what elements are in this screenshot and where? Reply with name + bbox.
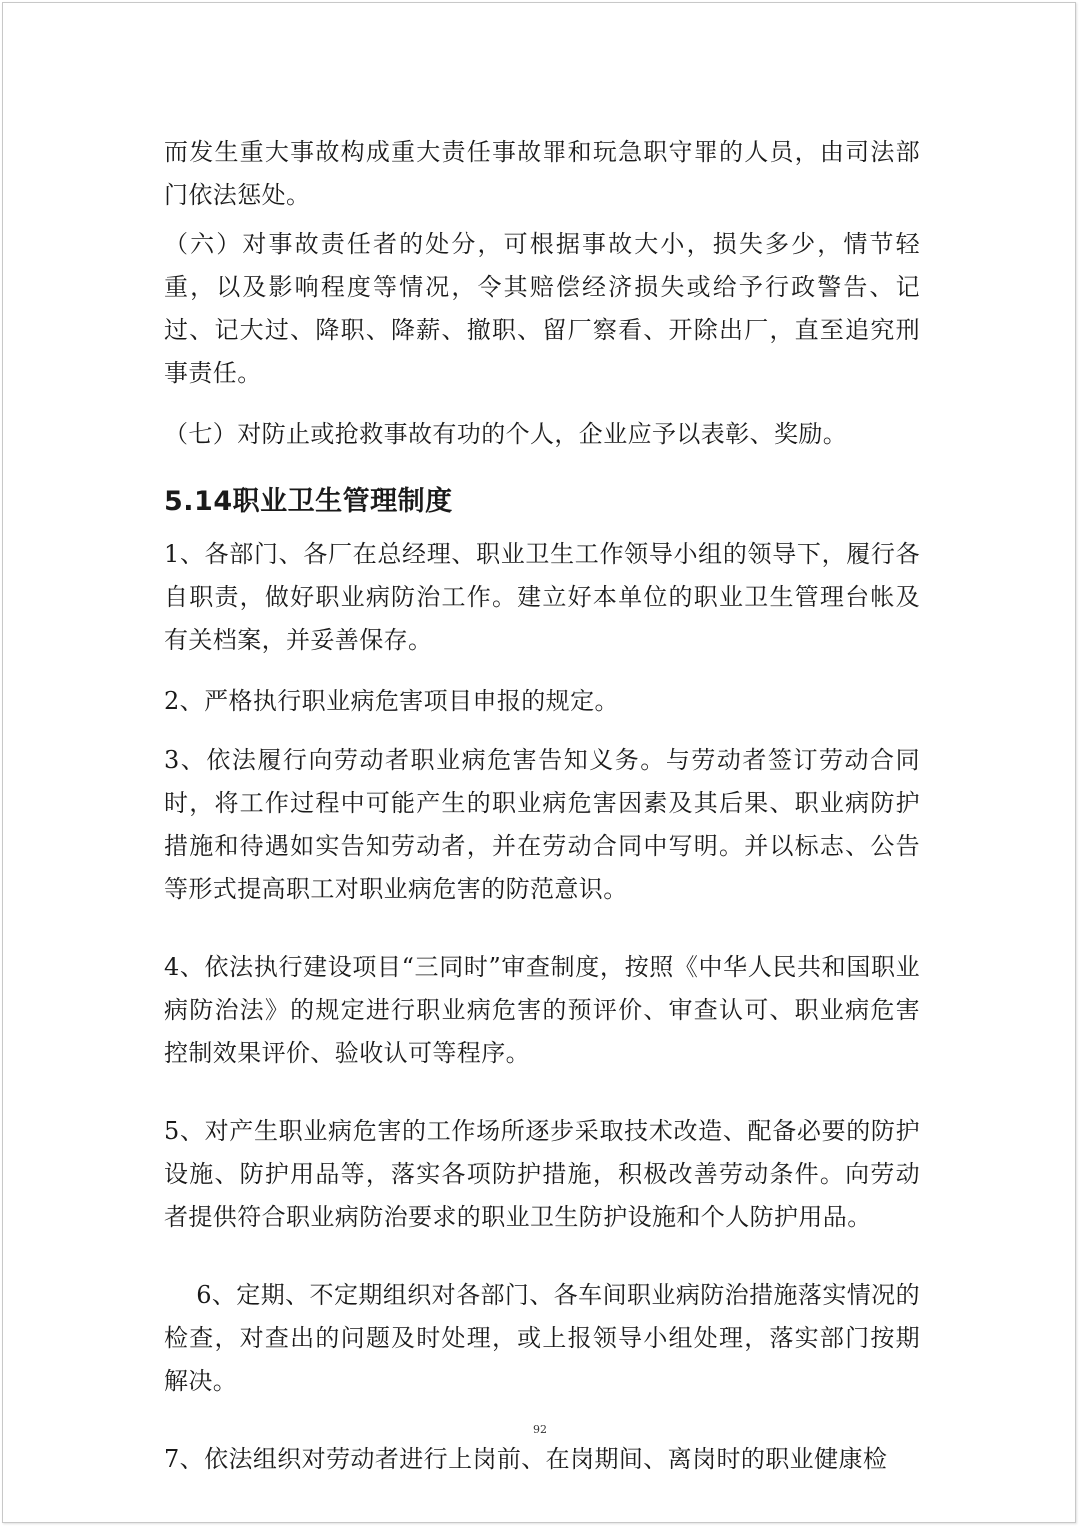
paragraph-rule-4: 4、依法执行建设项目“三同时”审查制度，按照《中华人民共和国职业病防治法》的规定进行职业病危害的预评价、审查认可、职业病危害控制效果评价、验收认可等程序。 bbox=[164, 953, 920, 1067]
paragraph-rule-6: 6、定期、不定期组织对各部门、各车间职业病防治措施落实情况的检查，对查出的问题及时处理，或上报领导小组处理，落实部门按期解决。 bbox=[164, 1281, 920, 1395]
paragraph-rule-2: 2、严格执行职业病危害项目申报的规定。 bbox=[164, 687, 619, 715]
paragraph-item-6: （六）对事故责任者的处分，可根据事故大小，损失多少，情节轻重，以及影响程度等情况，令其赔偿经济损失或给予行政警告、记过、记大过、降职、降薪、撤职、留厂察看、开除出厂，直至追究刑事责任。 bbox=[164, 230, 920, 387]
section-heading: 5.14职业卫生管理制度 bbox=[164, 486, 453, 517]
paragraph-continuation: 而发生重大事故构成重大责任事故罪和玩急职守罪的人员，由司法部门依法惩处。 bbox=[164, 138, 920, 209]
paragraph-rule-7: 7、依法组织对劳动者进行上岗前、在岗期间、离岗时的职业健康检 bbox=[164, 1445, 888, 1473]
page-body bbox=[164, 131, 920, 1481]
paragraph-rule-1: 1、各部门、各厂在总经理、职业卫生工作领导小组的领导下，履行各自职责，做好职业病防治工作。建立好本单位的职业卫生管理台帐及有关档案，并妥善保存。 bbox=[164, 540, 920, 654]
paragraph-rule-3: 3、依法履行向劳动者职业病危害告知义务。与劳动者签订劳动合同时，将工作过程中可能产生的职业病危害因素及其后果、职业病防护措施和待遇如实告知劳动者，并在劳动合同中写明。并以标志、公告等形式提高职工对职业病危害的防范意识。 bbox=[164, 746, 920, 903]
page-number: 92 bbox=[533, 1423, 547, 1436]
paragraph-rule-5: 5、对产生职业病危害的工作场所逐步采取技术改造、配备必要的防护设施、防护用品等，落实各项防护措施，积极改善劳动条件。向劳动者提供符合职业病防治要求的职业卫生防护设施和个人防护用品。 bbox=[164, 1117, 920, 1231]
paragraph-item-7: （七）对防止或抢救事故有功的个人，企业应予以表彰、奖励。 bbox=[164, 420, 848, 448]
